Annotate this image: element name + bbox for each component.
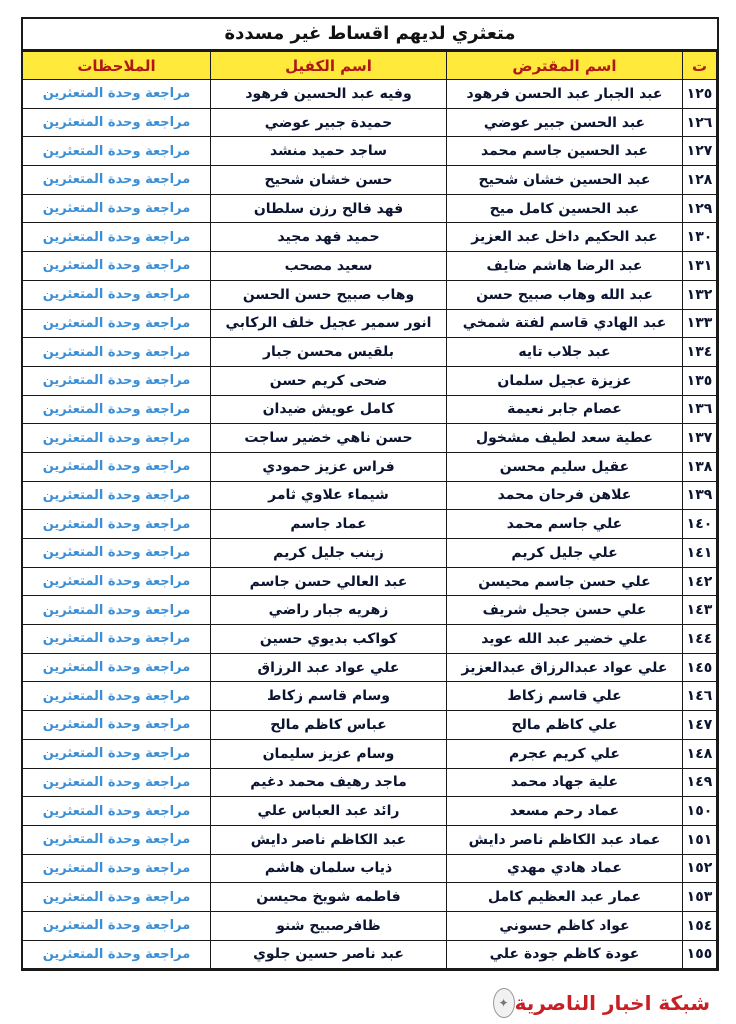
cell-borrower: عودة كاظم جودة علي xyxy=(447,940,683,969)
cell-guarantor: وفيه عبد الحسين فرهود xyxy=(211,80,447,109)
cell-guarantor: سعيد مصحب xyxy=(211,252,447,281)
cell-guarantor: رائد عبد العباس علي xyxy=(211,797,447,826)
cell-guarantor: ساجد حميد منشد xyxy=(211,137,447,166)
cell-borrower: عزيزة عجيل سلمان xyxy=(447,366,683,395)
table-row xyxy=(23,108,717,137)
cell-note: مراجعة وحدة المتعثرين xyxy=(23,166,211,195)
table-row xyxy=(23,711,717,740)
table-body xyxy=(23,80,717,969)
table-row xyxy=(23,596,717,625)
cell-note: مراجعة وحدة المتعثرين xyxy=(23,883,211,912)
cell-guarantor: فهد فالح رزن سلطان xyxy=(211,194,447,223)
cell-note: مراجعة وحدة المتعثرين xyxy=(23,940,211,969)
cell-note: مراجعة وحدة المتعثرين xyxy=(23,424,211,453)
cell-note: مراجعة وحدة المتعثرين xyxy=(23,80,211,109)
cell-borrower: عماد عبد الكاظم ناصر دايش xyxy=(447,825,683,854)
page-title: متعثري لديهم اقساط غير مسددة xyxy=(23,19,717,51)
cell-guarantor: ماجد رهيف محمد دغيم xyxy=(211,768,447,797)
cell-num: ١٣٠ xyxy=(683,223,717,252)
cell-note: مراجعة وحدة المتعثرين xyxy=(23,280,211,309)
cell-note: مراجعة وحدة المتعثرين xyxy=(23,137,211,166)
table-row xyxy=(23,739,717,768)
cell-borrower: عبد الحسين خشان شحيح xyxy=(447,166,683,195)
cell-num: ١٥٤ xyxy=(683,911,717,940)
cell-num: ١٤٠ xyxy=(683,510,717,539)
cell-borrower: عبد جلاب تايه xyxy=(447,338,683,367)
cell-note: مراجعة وحدة المتعثرين xyxy=(23,596,211,625)
table-row xyxy=(23,539,717,568)
table-row xyxy=(23,252,717,281)
cell-borrower: عبد الله وهاب صبيح حسن xyxy=(447,280,683,309)
cell-guarantor: ذياب سلمان هاشم xyxy=(211,854,447,883)
cell-borrower: علي حسن جاسم محيسن xyxy=(447,567,683,596)
table-row xyxy=(23,653,717,682)
cell-guarantor: عماد جاسم xyxy=(211,510,447,539)
cell-num: ١٥٠ xyxy=(683,797,717,826)
cell-guarantor: حميد فهد مجيد xyxy=(211,223,447,252)
table-row xyxy=(23,424,717,453)
cell-note: مراجعة وحدة المتعثرين xyxy=(23,911,211,940)
cell-borrower: عمار عبد العظيم كامل xyxy=(447,883,683,912)
table-row xyxy=(23,166,717,195)
cell-borrower: عبد الحسين كامل ميح xyxy=(447,194,683,223)
cell-num: ١٣٤ xyxy=(683,338,717,367)
table-row xyxy=(23,625,717,654)
cell-num: ١٣٧ xyxy=(683,424,717,453)
cell-borrower: عبد الحسين جاسم محمد xyxy=(447,137,683,166)
table-row xyxy=(23,940,717,969)
cell-guarantor: حسن خشان شحيح xyxy=(211,166,447,195)
cell-borrower: عبد الرضا هاشم ضايف xyxy=(447,252,683,281)
cell-borrower: علي حسن جحيل شريف xyxy=(447,596,683,625)
cell-borrower: علي جاسم محمد xyxy=(447,510,683,539)
cell-note: مراجعة وحدة المتعثرين xyxy=(23,711,211,740)
cell-num: ١٥١ xyxy=(683,825,717,854)
table-row xyxy=(23,194,717,223)
table-row xyxy=(23,883,717,912)
cell-borrower: عقيل سليم محسن xyxy=(447,452,683,481)
cell-guarantor: زهريه جبار راضي xyxy=(211,596,447,625)
cell-guarantor: وسام عزيز سليمان xyxy=(211,739,447,768)
cell-num: ١٢٥ xyxy=(683,80,717,109)
table-row xyxy=(23,768,717,797)
cell-num: ١٥٢ xyxy=(683,854,717,883)
cell-guarantor: زينب جليل كريم xyxy=(211,539,447,568)
cell-note: مراجعة وحدة المتعثرين xyxy=(23,452,211,481)
cell-num: ١٢٦ xyxy=(683,108,717,137)
cell-num: ١٥٣ xyxy=(683,883,717,912)
cell-borrower: عماد هادي مهدي xyxy=(447,854,683,883)
cell-note: مراجعة وحدة المتعثرين xyxy=(23,108,211,137)
table-row xyxy=(23,223,717,252)
header-num: ت xyxy=(683,52,717,80)
cell-borrower: علي عواد عبدالرزاق عبدالعزيز xyxy=(447,653,683,682)
cell-num: ١٢٨ xyxy=(683,166,717,195)
cell-borrower: عبد الحسن جبير عوضي xyxy=(447,108,683,137)
cell-borrower: عماد رحم مسعد xyxy=(447,797,683,826)
installments-sheet xyxy=(21,17,719,971)
cell-borrower: علي كاظم مالح xyxy=(447,711,683,740)
cell-note: مراجعة وحدة المتعثرين xyxy=(23,252,211,281)
table-row xyxy=(23,510,717,539)
cell-num: ١٣٨ xyxy=(683,452,717,481)
cell-num: ١٣٦ xyxy=(683,395,717,424)
cell-guarantor: وهاب صبيح حسن الحسن xyxy=(211,280,447,309)
cell-borrower: عبد الجبار عبد الحسن فرهود xyxy=(447,80,683,109)
cell-borrower: عبد الحكيم داخل عبد العزيز xyxy=(447,223,683,252)
cell-guarantor: ضحى كريم حسن xyxy=(211,366,447,395)
cell-note: مراجعة وحدة المتعثرين xyxy=(23,797,211,826)
cell-guarantor: كامل عويش ضيدان xyxy=(211,395,447,424)
cell-borrower: عبد الهادي قاسم لفتة شمخي xyxy=(447,309,683,338)
cell-num: ١٢٧ xyxy=(683,137,717,166)
cell-guarantor: فاطمه شويخ محيسن xyxy=(211,883,447,912)
cell-num: ١٤٦ xyxy=(683,682,717,711)
cell-guarantor: عبد ناصر حسين جلوي xyxy=(211,940,447,969)
cell-note: مراجعة وحدة المتعثرين xyxy=(23,223,211,252)
table-row xyxy=(23,452,717,481)
cell-borrower: عصام جابر نعيمة xyxy=(447,395,683,424)
cell-num: ١٢٩ xyxy=(683,194,717,223)
table-row xyxy=(23,567,717,596)
table-row xyxy=(23,682,717,711)
cell-note: مراجعة وحدة المتعثرين xyxy=(23,510,211,539)
cell-note: مراجعة وحدة المتعثرين xyxy=(23,395,211,424)
cell-guarantor: ظافرصبيح شنو xyxy=(211,911,447,940)
cell-note: مراجعة وحدة المتعثرين xyxy=(23,682,211,711)
table-row xyxy=(23,395,717,424)
cell-borrower: علاهن فرحان محمد xyxy=(447,481,683,510)
cell-borrower: علي كريم عجرم xyxy=(447,739,683,768)
table-row xyxy=(23,137,717,166)
cell-borrower: عواد كاظم حسوني xyxy=(447,911,683,940)
cell-note: مراجعة وحدة المتعثرين xyxy=(23,338,211,367)
table-row xyxy=(23,80,717,109)
cell-guarantor: عباس كاظم مالح xyxy=(211,711,447,740)
cell-note: مراجعة وحدة المتعثرين xyxy=(23,539,211,568)
table-row xyxy=(23,911,717,940)
cell-borrower: علي جليل كريم xyxy=(447,539,683,568)
cell-note: مراجعة وحدة المتعثرين xyxy=(23,567,211,596)
cell-num: ١٣١ xyxy=(683,252,717,281)
table-header-row xyxy=(23,52,717,80)
defaulters-table xyxy=(22,51,717,969)
cell-num: ١٤٩ xyxy=(683,768,717,797)
cell-borrower: عطية سعد لطيف مشخول xyxy=(447,424,683,453)
table-row xyxy=(23,854,717,883)
table-row xyxy=(23,797,717,826)
cell-guarantor: وسام قاسم زكاط xyxy=(211,682,447,711)
cell-guarantor: حميدة جبير عوضي xyxy=(211,108,447,137)
cell-num: ١٤٢ xyxy=(683,567,717,596)
cell-guarantor: علي عواد عبد الرزاق xyxy=(211,653,447,682)
table-row xyxy=(23,309,717,338)
cell-guarantor: بلقيس محسن جبار xyxy=(211,338,447,367)
cell-guarantor: حسن ناهي خضير ساجت xyxy=(211,424,447,453)
table-row xyxy=(23,280,717,309)
cell-guarantor: كواكب بديوي حسين xyxy=(211,625,447,654)
cell-num: ١٤٥ xyxy=(683,653,717,682)
table-row xyxy=(23,481,717,510)
cell-note: مراجعة وحدة المتعثرين xyxy=(23,625,211,654)
cell-num: ١٣٥ xyxy=(683,366,717,395)
cell-guarantor: عبد الكاظم ناصر دايش xyxy=(211,825,447,854)
cell-note: مراجعة وحدة المتعثرين xyxy=(23,854,211,883)
cell-note: مراجعة وحدة المتعثرين xyxy=(23,366,211,395)
cell-guarantor: عبد العالي حسن جاسم xyxy=(211,567,447,596)
cell-num: ١٤٤ xyxy=(683,625,717,654)
watermark-logo-icon: ✦ xyxy=(493,988,515,1018)
table-row xyxy=(23,338,717,367)
cell-note: مراجعة وحدة المتعثرين xyxy=(23,768,211,797)
watermark-text: شبكة اخبار الناصرية xyxy=(514,991,710,1015)
cell-guarantor: فراس عزيز حمودي xyxy=(211,452,447,481)
cell-borrower: علي قاسم زكاط xyxy=(447,682,683,711)
cell-guarantor: شيماء علاوي ثامر xyxy=(211,481,447,510)
cell-num: ١٥٥ xyxy=(683,940,717,969)
cell-num: ١٤٣ xyxy=(683,596,717,625)
cell-num: ١٤١ xyxy=(683,539,717,568)
cell-guarantor: انور سمير عجيل خلف الركابي xyxy=(211,309,447,338)
cell-note: مراجعة وحدة المتعثرين xyxy=(23,194,211,223)
header-guarantor: اسم الكفيل xyxy=(211,52,447,80)
cell-num: ١٤٨ xyxy=(683,739,717,768)
header-borrower: اسم المقترض xyxy=(447,52,683,80)
watermark xyxy=(487,986,710,1020)
cell-note: مراجعة وحدة المتعثرين xyxy=(23,481,211,510)
cell-borrower: علية جهاد محمد xyxy=(447,768,683,797)
cell-note: مراجعة وحدة المتعثرين xyxy=(23,825,211,854)
cell-num: ١٣٩ xyxy=(683,481,717,510)
cell-num: ١٤٧ xyxy=(683,711,717,740)
cell-num: ١٣٢ xyxy=(683,280,717,309)
cell-borrower: علي خضير عبد الله عويد xyxy=(447,625,683,654)
cell-note: مراجعة وحدة المتعثرين xyxy=(23,309,211,338)
cell-note: مراجعة وحدة المتعثرين xyxy=(23,653,211,682)
header-notes: الملاحظات xyxy=(23,52,211,80)
table-row xyxy=(23,366,717,395)
cell-note: مراجعة وحدة المتعثرين xyxy=(23,739,211,768)
table-row xyxy=(23,825,717,854)
cell-num: ١٣٣ xyxy=(683,309,717,338)
